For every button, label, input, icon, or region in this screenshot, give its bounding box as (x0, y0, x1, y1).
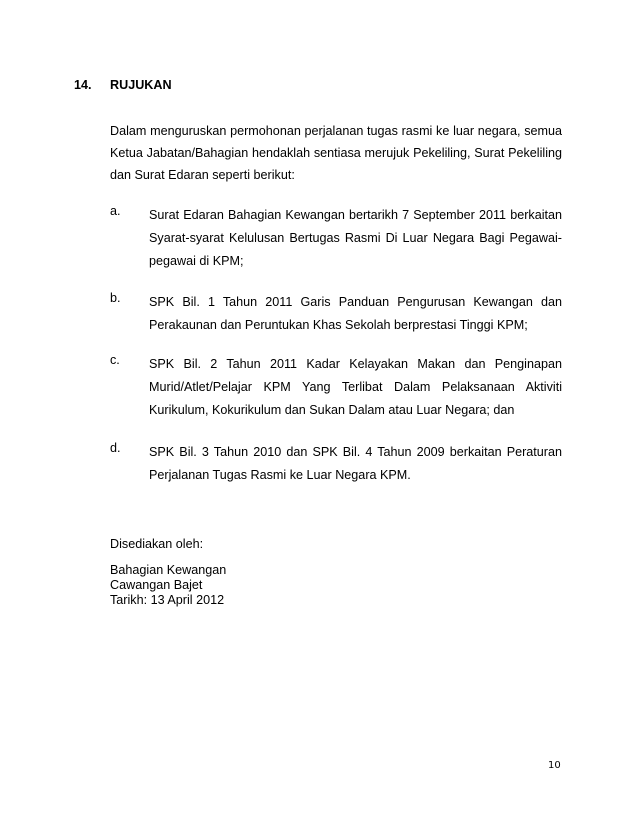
section-title: RUJUKAN (110, 78, 172, 92)
list-item-text: SPK Bil. 3 Tahun 2010 dan SPK Bil. 4 Tahun 2009 berkaitan Peraturan Perjalanan Tugas Rasmi ke Luar Negara KPM. (149, 445, 562, 482)
list-item-letter: d. (110, 441, 121, 455)
signature-block (110, 563, 226, 608)
signature-date: Tarikh: 13 April 2012 (110, 593, 225, 607)
list-item-letter: b. (110, 291, 121, 305)
list-item-letter: c. (110, 353, 120, 367)
list-item-text: Surat Edaran Bahagian Kewangan bertarikh 7 September 2011 berkaitan Syarat-syarat Kelulusan Bertugas Rasmi Di Luar Negara Bagi Pegawai-pegawai di KPM; (149, 208, 562, 268)
list-item-text: SPK Bil. 1 Tahun 2011 Garis Panduan Pengurusan Kewangan dan Perakaunan dan Peruntukan Khas Sekolah berprestasi Tinggi KPM; (149, 295, 562, 332)
section-number: 14. (74, 78, 92, 92)
page-number: 10 (548, 760, 561, 771)
signature-department: Bahagian Kewangan (110, 563, 227, 577)
list-item-text: SPK Bil. 2 Tahun 2011 Kadar Kelayakan Makan dan Penginapan Murid/Atlet/Pelajar KPM Yang Terlibat Dalam Pelaksanaan Aktiviti Kurikulum, Kokurikulum dan Sukan Dalam atau Luar Negara; dan (149, 357, 562, 417)
prepared-by-label: Disediakan oleh: (110, 537, 204, 551)
list-item-letter: a. (110, 204, 121, 218)
intro-paragraph: Dalam menguruskan permohonan perjalanan tugas rasmi ke luar negara, semua Ketua Jabatan/Bahagian hendaklah sentiasa merujuk Pekeliling, Surat Pekeliling dan Surat Edaran seperti berikut: (110, 124, 562, 182)
signature-branch: Cawangan Bajet (110, 578, 203, 592)
